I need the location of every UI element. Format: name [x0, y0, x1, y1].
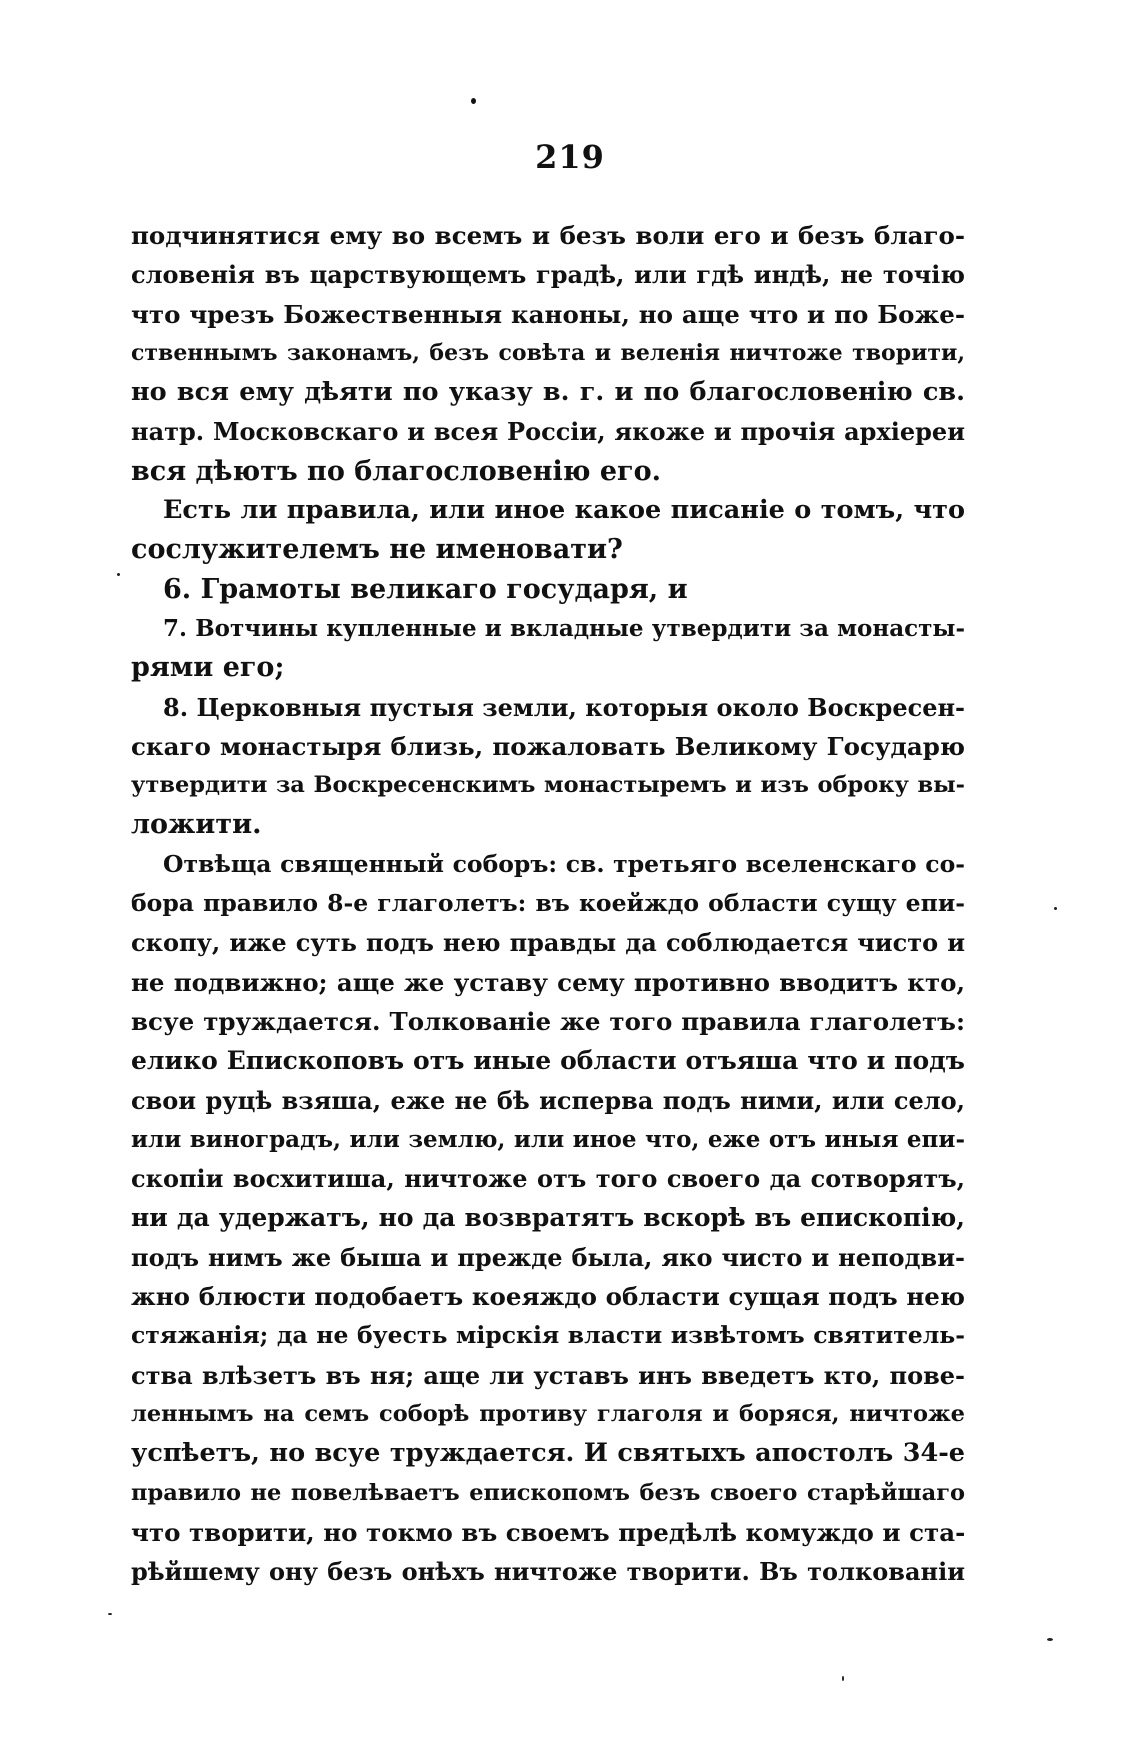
text-line: 7. Вотчины купленные и вкладные утвердити за монасты-: [163, 614, 965, 642]
ink-speck: [108, 1613, 112, 1615]
text-line: ственнымъ законамъ, безъ совѣта и веленія ничтоже творити,: [131, 339, 965, 366]
text-line: 8. Церковныя пустыя земли, которыя около Воскресен-: [163, 692, 965, 722]
text-line: 6. Грамоты великаго государя, и: [163, 573, 688, 605]
text-line: стяжанія; да не буесть мірскія власти извѣтомъ святитель-: [131, 1321, 965, 1350]
text-line: подъ нимъ же быша и прежде была, яко чисто и неподви-: [131, 1242, 965, 1272]
text-line: успѣетъ, но всуе труждается. И святыхъ апостолъ 34-е: [131, 1438, 965, 1469]
text-line: ложити.: [131, 809, 262, 841]
body-text: [131, 216, 965, 1591]
ink-speck: [117, 573, 120, 576]
text-line: свои руцѣ взяша, еже не бѣ исперва подъ ними, или село,: [131, 1085, 965, 1115]
text-line: вся дѣютъ по благословенію его.: [131, 455, 661, 487]
text-line: рѣйшему ону безъ онѣхъ ничтоже творити. Въ толкованіи: [131, 1557, 965, 1587]
text-line: что творити, но токмо въ своемъ предѣлѣ комуждо и ста-: [131, 1517, 965, 1547]
text-line: не подвижно; аще же уставу сему противно вводитъ кто,: [131, 967, 965, 997]
text-line: всуе труждается. Толкованіе же того правила глаголетъ:: [131, 1006, 965, 1036]
text-line: жно блюсти подобаетъ коеяждо области сущая подъ нею: [131, 1282, 965, 1312]
ink-mark: [471, 98, 476, 104]
text-line: но вся ему дѣяти по указу в. г. и по благословенію св.: [131, 377, 965, 408]
text-line: леннымъ на семъ соборѣ противу глаголя и боряся, ничтоже: [131, 1400, 965, 1427]
text-line: рями его;: [131, 652, 285, 684]
text-line: или виноградъ, или землю, или иное что, еже отъ иныя епи-: [131, 1125, 965, 1153]
ink-speck: [1047, 1638, 1053, 1641]
text-line: словенія въ царствующемъ градѣ, или гдѣ индѣ, не точію: [131, 260, 965, 290]
text-line: бора правило 8-е глаголетъ: въ коейждо области сущу епи-: [131, 889, 965, 918]
text-line: Есть ли правила, или иное какое писаніе о томъ, что: [163, 495, 965, 526]
ink-speck: [1054, 907, 1057, 910]
text-line: скопіи восхитиша, ничтоже отъ того своего да сотворятъ,: [131, 1164, 965, 1194]
text-line: сослужителемъ не именовати?: [131, 534, 623, 566]
text-line: ства влѣзетъ въ ня; аще ли уставъ инъ введетъ кто, пове-: [131, 1360, 965, 1390]
text-line: ни да удержатъ, но да возвратятъ вскорѣ въ епископію,: [131, 1203, 965, 1233]
text-line: натр. Московскаго и всея Россіи, якоже и прочія архіереи: [131, 417, 965, 447]
ink-speck: [842, 1676, 844, 1681]
text-line: Отвѣща священный соборъ: св. третьяго вселенскаго со-: [163, 849, 965, 878]
page-number: 219: [535, 138, 605, 176]
text-line: правило не повелѣваетъ епископомъ безъ своего старѣйшаго: [131, 1479, 965, 1506]
text-line: елико Епископовъ отъ иные области отъяша что и подъ: [131, 1046, 965, 1076]
text-line: скаго монастыря близь, пожаловать Великому Государю: [131, 731, 965, 761]
text-line: скопу, иже суть подъ нею правды да соблюдается чисто и: [131, 928, 965, 958]
text-line: подчинятися ему во всемъ и безъ воли его и безъ благо-: [131, 221, 965, 250]
text-line: утвердити за Воскресенскимъ монастыремъ и изъ оброку вы-: [131, 772, 965, 799]
text-line: что чрезъ Божественныя каноны, но аще что и по Боже-: [131, 299, 965, 329]
